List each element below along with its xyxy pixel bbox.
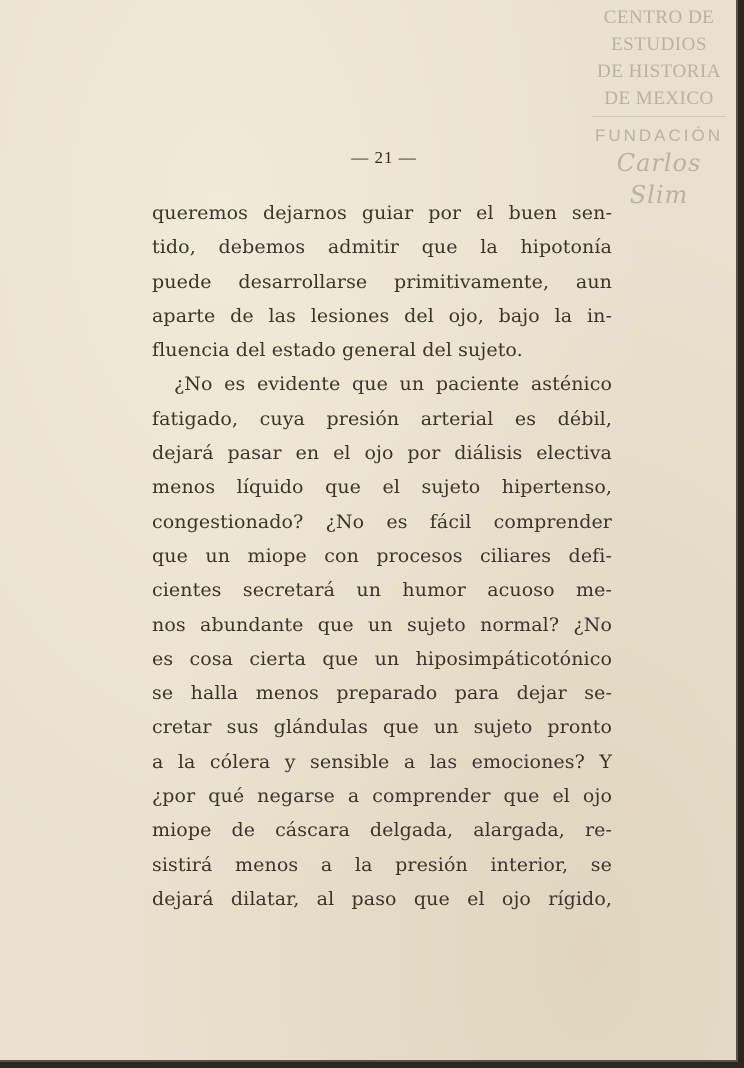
text-line: menos líquido que el sujeto hipertenso, (152, 476, 612, 499)
text-line: dejará pasar en el ojo por diálisis electiva (152, 442, 612, 465)
watermark-line: CENTRO DE (603, 7, 715, 28)
text-line: sistirá menos a la presión interior, se (152, 853, 612, 876)
text-line: aparte de las lesiones del ojo, bajo la in- (152, 304, 612, 327)
watermark-divider (592, 116, 726, 117)
watermark-line: ESTUDIOS (611, 34, 707, 55)
text-line: es cosa cierta que un hiposimpáticotónico (152, 647, 612, 670)
text-line: queremos dejarnos guiar por el buen sen- (152, 202, 612, 224)
watermark-line: DE MEXICO (604, 88, 714, 109)
body-text (152, 196, 612, 916)
text-line: cientes secretará un humor acuoso me- (152, 579, 612, 602)
watermark-signature: Carlos Slim (616, 149, 702, 209)
page-number: — 21 — (351, 148, 417, 167)
text-line: fatigado, cuya presión arterial es débil, (152, 407, 612, 430)
text-line: que un miope con procesos ciliares defi- (152, 544, 612, 567)
watermark (586, 4, 732, 211)
text-line: tido, debemos admitir que la hipotonía (152, 236, 612, 259)
text-line: miope de cáscara delgada, alargada, re- (152, 819, 612, 842)
text-line: ¿por qué negarse a comprender que el ojo (152, 785, 612, 808)
text-line: nos abundante que un sujeto normal? ¿No (152, 613, 612, 636)
text-line: ¿No es evidente que un paciente asténico (174, 373, 612, 396)
watermark-foundation: FUNDACIÓN (594, 126, 724, 145)
text-line: a la cólera y sensible a las emociones? Y (152, 750, 612, 773)
text-line: cretar sus glándulas que un sujeto pronto (152, 716, 612, 739)
text-line: puede desarrollarse primitivamente, aun (152, 270, 612, 293)
text-line: congestionado? ¿No es fácil comprender (152, 510, 612, 533)
watermark-line: DE HISTORIA (597, 61, 721, 82)
text-line: dejará dilatar, al paso que el ojo rígido, (152, 887, 612, 910)
text-line: se halla menos preparado para dejar se- (152, 682, 612, 705)
text-line: fluencia del estado general del sujeto. (152, 339, 523, 362)
